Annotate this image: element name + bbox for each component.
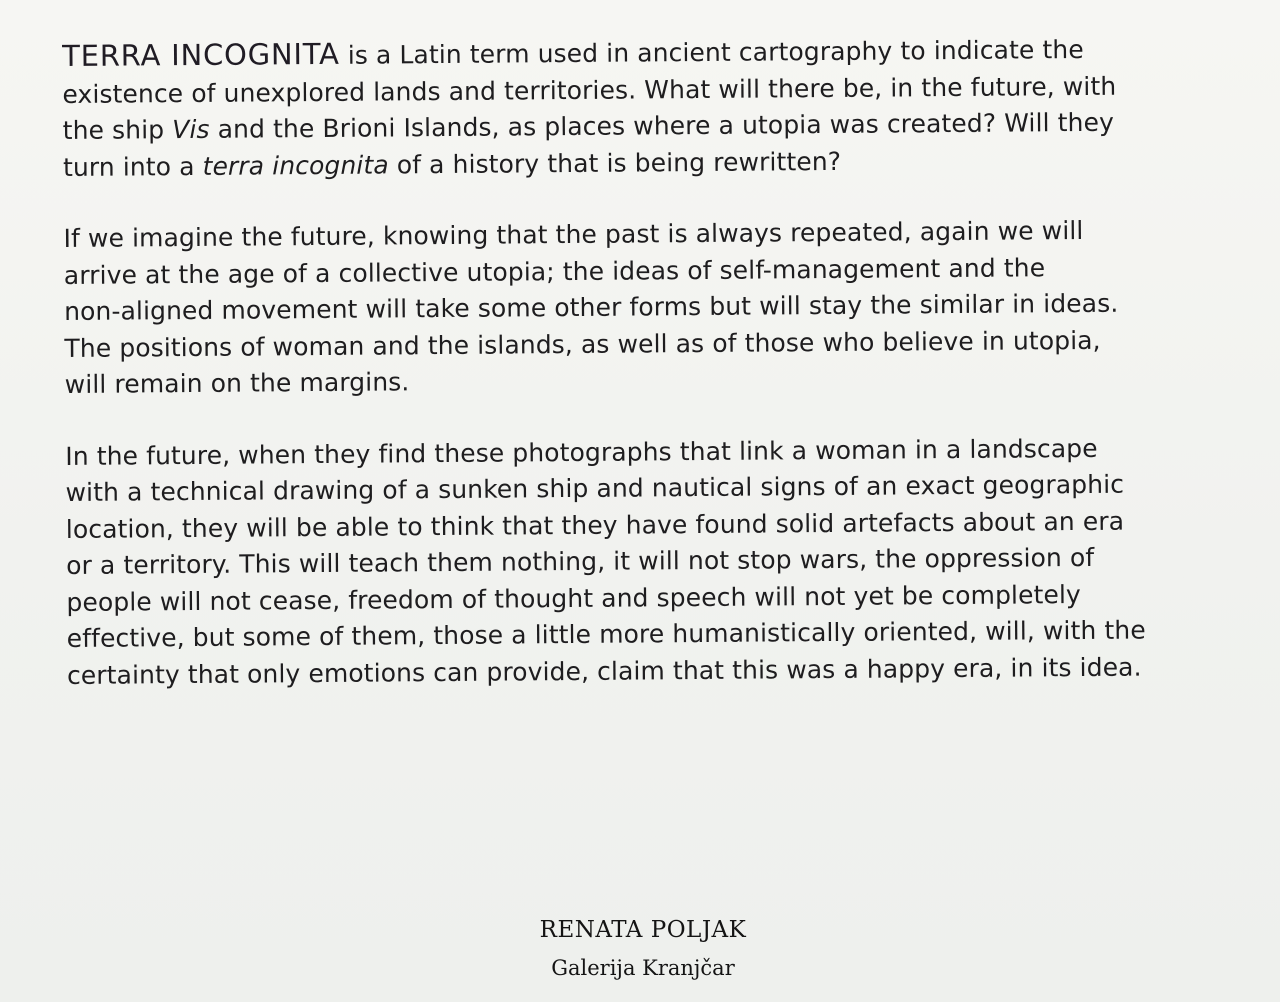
text-segment: arrive at the age of a collective utopia; the ideas of self-management and the [63,252,1046,290]
paragraph-1 [62,29,1233,186]
text-segment: and the Brioni Islands, as places where a utopia was created? Will they [209,107,1115,144]
text-segment: or a territory. This will teach them nothing, it will not stop wars, the oppression of [66,542,1095,580]
text-segment: The positions of woman and the islands, as well as of those who believe in utopia, [64,325,1101,363]
text-segment: will remain on the margins. [64,367,410,399]
author-name: RENATA POLJAK [539,917,747,943]
paragraph-2 [63,212,1234,404]
text-segment: If we imagine the future, knowing that the past is always repeated, again we will [63,215,1084,253]
text-segment: people will not cease, freedom of thought and speech will not yet be completely [66,579,1081,617]
text-segment: is a Latin term used in ancient cartography to indicate the [339,34,1084,70]
text-segment: turn into a [62,151,203,182]
text-segment: with a technical drawing of a sunken ship and nautical signs of an exact geographic [65,469,1125,507]
paragraph-3 [65,429,1237,694]
italic-term: terra incognita [202,149,389,181]
gallery-name: Galerija Kranjčar [551,956,735,980]
text-segment: non-aligned movement will take some other forms but will stay the similar in ideas. [64,288,1119,326]
text-segment: of a history that is being rewritten? [388,146,842,179]
text-segment: location, they will be able to think that they have found solid artefacts about an era [65,506,1125,544]
text-segment: certainty that only emotions can provide, claim that this was a happy era, in its idea. [66,652,1142,690]
text-line [65,358,1235,404]
italic-term: Vis [172,114,210,145]
text-segment: In the future, when they find these photographs that link a woman in a landscape [65,433,1098,471]
text-segment: effective, but some of them, those a little more humanistically oriented, will, with the [66,615,1146,653]
body-text [62,29,1237,729]
text-segment: existence of unexplored lands and territories. What will there be, in the future, with [62,71,1117,109]
title-term: TERRA INCOGNITA [62,36,340,73]
text-segment: the ship [62,115,173,145]
